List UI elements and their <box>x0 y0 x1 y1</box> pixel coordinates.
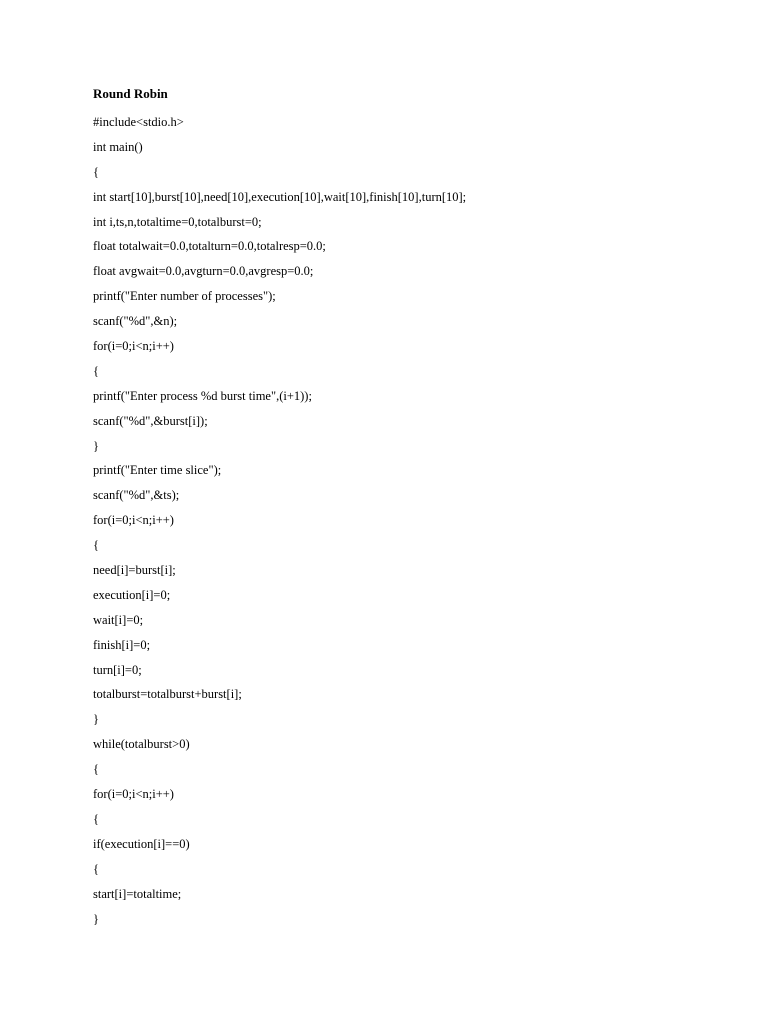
code-line: turn[i]=0; <box>93 662 142 677</box>
code-line: for(i=0;i<n;i++) <box>93 339 174 354</box>
code-line: #include<stdio.h> <box>93 115 184 129</box>
code-line: need[i]=burst[i]; <box>93 563 176 578</box>
code-line: scanf("%d",&ts); <box>93 488 180 503</box>
code-line: for(i=0;i<n;i++) <box>93 787 174 802</box>
code-line: int main() <box>93 139 143 154</box>
code-line: } <box>93 438 99 453</box>
code-line: float avgwait=0.0,avgturn=0.0,avgresp=0.0; <box>93 264 314 279</box>
code-line: scanf("%d",&n); <box>93 314 178 329</box>
code-line: } <box>93 712 99 727</box>
code-line: int i,ts,n,totaltime=0,totalburst=0; <box>93 214 262 229</box>
code-line: scanf("%d",&burst[i]); <box>93 413 208 428</box>
code-line: execution[i]=0; <box>93 587 171 602</box>
code-line: while(totalburst>0) <box>93 737 190 752</box>
code-line: { <box>93 363 99 378</box>
code-listing <box>93 114 466 935</box>
code-line: finish[i]=0; <box>93 637 151 652</box>
code-line: float totalwait=0.0,totalturn=0.0,totalresp=0.0; <box>93 239 326 254</box>
code-line: { <box>93 811 99 826</box>
code-line: start[i]=totaltime; <box>93 886 182 901</box>
code-line: printf("Enter process %d burst time",(i+1)); <box>93 388 312 403</box>
code-line: { <box>93 861 99 876</box>
code-line: for(i=0;i<n;i++) <box>93 513 174 528</box>
code-line: if(execution[i]==0) <box>93 836 190 851</box>
code-line: int start[10],burst[10],need[10],execution[10],wait[10],finish[10],turn[10]; <box>93 189 467 204</box>
code-line: printf("Enter time slice"); <box>93 463 222 478</box>
document-title: Round Robin <box>93 86 168 101</box>
code-line: wait[i]=0; <box>93 612 144 627</box>
code-line: { <box>93 164 99 179</box>
code-line: { <box>93 538 99 553</box>
code-line: printf("Enter number of processes"); <box>93 289 276 304</box>
code-line: } <box>93 911 99 926</box>
code-line: totalburst=totalburst+burst[i]; <box>93 687 242 702</box>
code-line: { <box>93 762 99 777</box>
